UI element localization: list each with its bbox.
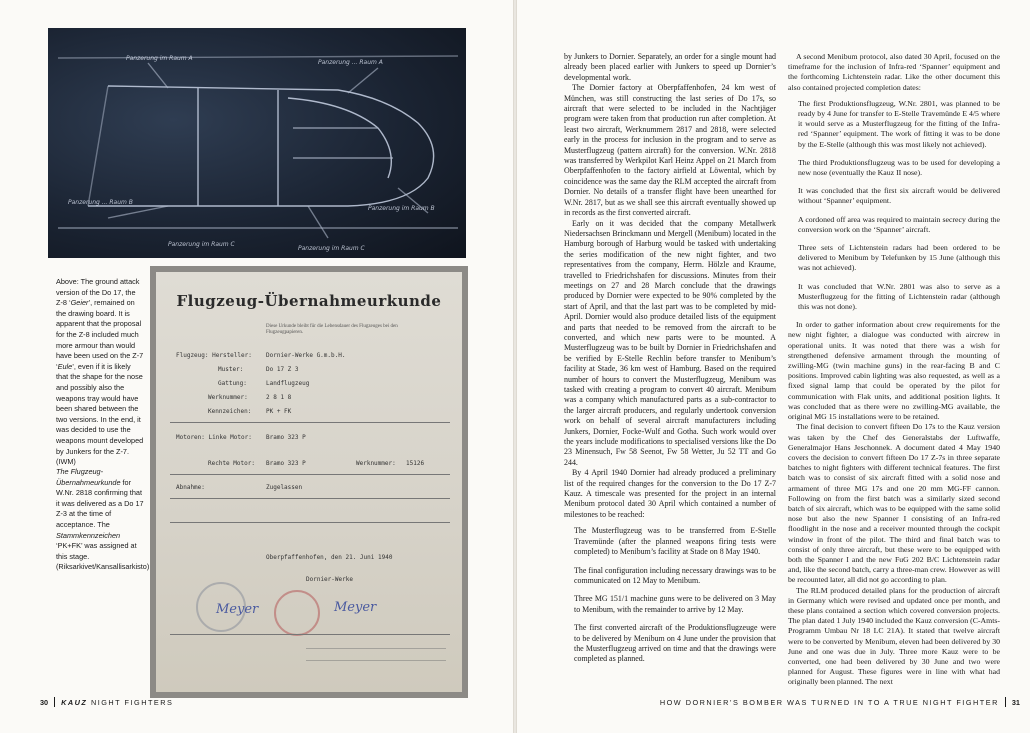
stamp-icon (274, 590, 320, 636)
certificate-row-value: Bramo 323 P (266, 460, 306, 467)
paragraph: A second Menibum protocol, also dated 30 April, focused on the timeframe for the inclusion of Infra-red ‘Spanner’ equipment and the forthcoming Lichtenstein radar. Like the other document this also contained projected completion dates: (788, 52, 1000, 92)
footer-divider (54, 697, 55, 707)
blueprint-label: Panzerung ... Raum A (318, 59, 383, 66)
completion-dates-list (798, 99, 1000, 312)
certificate-row-label: Motoren: Linke Motor: (176, 434, 252, 441)
paragraph: by Junkers to Dornier. Separately, an order for a single mount had already been placed earlier with Junkers to speed up Dornier’s developmental work. (564, 52, 776, 82)
footer-divider (1005, 697, 1006, 707)
footer-title: HOW DORNIER’S BOMBER WAS TURNED IN TO A TRUE NIGHT FIGHTER (659, 698, 999, 707)
footer-left (40, 697, 173, 707)
certificate-row-label: Abnahme: (176, 484, 205, 491)
footer-right (660, 697, 1020, 707)
signature: Meyer (334, 600, 377, 615)
paragraph: The final decision to convert fifteen Do 17s to the Kauz version was taken by the Chef des Generalstabs der Luftwaffe, Generalmajor Hans Jeschonnek. A document dated 4 May 1940 covers the decision to convert fifteen Do 17 Z-7s in three separate batches to night fighters with different technical features. The first batch was to consist of six aircraft fitted with a solid nose and armament of three MG 17s and one 20 mm MG-FF cannon. Following on from the first batch was a similarly sized second batch of six aircraft, which was to be equipped with the same solid nose but also the new Spanner I consisting of an Infra-red floodlight in the nose and a receiver mounted through the cockpit window in front of the pilot. The third and final batch was to consist of only three aircraft, but these were to be equipped with both the Spanner I and the new FuG 202 B/C Lichtenstein radar and, like the second batch, carry a three-man crew. However as will be recounted later, all did not go according to plan. (788, 422, 1000, 585)
page-number: 31 (1011, 698, 1020, 707)
paragraph: The Dornier factory at Oberpfaffenhofen, 24 km west of München, was still constructing the last series of Do 17s, so aircraft that were selected to be included in the Nachtjäger program were taken from that production run after completion. At least two aircraft, Werknummern 2817 and 2818, were selected early in the process for inclusion in the program and to serve as Musterflugzeug (pattern aircraft) for the conversion. W.Nr. 2818 was transferred by Werkpilot Karl Heinz Appel on 21 March from Oberpfaffenhofen to the factory airfield at Löwental, which by coincidence was the same day the RLM accepted the aircraft from Dornier. No details of a transfer flight have been unearthed for W.Nr. 2817, but as we shall see this aircraft eventually showed up in records as the first converted aircraft. (564, 83, 776, 218)
paragraph: Early on it was decided that the company Metallwerk Niedersachsen Brinckmann und Mergell (Menibum) located in the Hamburg borough of Harburg would be tasked with undertaking the series modification of the new night fighter, and two representatives from the company, Herrn. Hölzle and Kraume, travelled to Friedrichshafen for discussions. Minutes from their meetings on 27 and 28 March conclude that the drawings produced by Dornier were expected to be 90% completed by the start of April, and that the last part was to be completed by mid-April. Dornier would also produce detailed lists of the equipment and parts that needed to be removed from the aircraft to be converted, and which new parts were to be mounted. A Musterflugzeug was to be built by Dornier in Friedrichshafen and be verified by E-Stelle Rechlin before transfer to Menibum’s facility at Stade, 36 km west of Hamburg. Based on the required number of hours to convert the Musterflugzeug, Menibum was tasked with creating a program to convert 40 aircraft. Menibum was a company which manufactured parts as a sub-contractor to the larger aircraft producers, and regularly undertook conversion work on behalf of several aircraft manufacturers including Junkers, Dornier, Focke-Wulf and Gotha. Such work would over the years include modifications to specialised versions like the Do 23 Minensuch, Fw 58 Seenot, Fw 58 Wetter, Ju 52 TT and Go 244. (564, 218, 776, 467)
certificate-row-value: PK + FK (266, 408, 292, 415)
certificate-row-label: Werknummer: (356, 460, 396, 467)
milestone-item: The Musterflugzeug was to be transferred from E-Stelle Travemünde (after the planned weapons firing tests were completed) to Menibum’s facility at Stade on 8 May 1940. (574, 526, 776, 557)
blueprint-label: Panzerung im Raum C (168, 241, 235, 248)
milestone-list (574, 526, 776, 664)
certificate-paper (156, 272, 462, 692)
text-column-2 (788, 52, 1000, 688)
blueprint-label: Panzerung ... Raum B (68, 199, 133, 206)
certificate-row-label: Flugzeug: Hersteller: (176, 352, 252, 359)
milestone-item: The first converted aircraft of the Produktionsflugzeuge were to be delivered by Menibum on 4 June under the provision that the Musterflugzeug arrived on time and that the drawings were completed as planned. (574, 623, 776, 664)
footer-title: NIGHT FIGHTERS (90, 698, 174, 707)
right-page (517, 0, 1030, 733)
milestone-item: Three MG 151/1 machine guns were to be delivered on 3 May to Menibum, with the remainder to arrive by 12 May. (574, 594, 776, 614)
certificate-row-label: Muster: (218, 366, 244, 373)
divider (170, 422, 450, 423)
page-number: 30 (40, 698, 49, 707)
list-item: It was concluded that the first six aircraft would be delivered without ‘Spanner’ equipment. (798, 186, 1000, 206)
left-page (0, 0, 513, 733)
divider (306, 660, 446, 661)
list-item: A cordoned off area was required to maintain secrecy during the conversion work on the ‘Spanner’ aircraft. (798, 214, 1000, 234)
blueprint-label: Panzerung im Raum A (126, 55, 193, 62)
blueprint-label: Panzerung im Raum B (368, 205, 435, 212)
certificate-row-value: Do 17 Z 3 (266, 366, 299, 373)
divider (170, 634, 450, 635)
acceptance-certificate-photo (150, 266, 468, 698)
certificate-signature-name: Dornier-Werke (306, 576, 353, 583)
certificate-row-value: Landflugzeug (266, 380, 310, 387)
certificate-row-value: Dornier-Werke G.m.b.H. (266, 352, 346, 359)
caption-blueprint: Above: The ground attack version of the Do 17, the Z-8 ‘Geier’, remained on the drawing board. It is apparent that the proposal for the Z-8 included much more armour than would have been used on the Z-7 ‘Eule’, even if it is likely that the shape for the nose and possibly also the weapons tray would have been shared between the two versions. In the end, it was decided to use the weapons mount developed by Junkers for the Z-7. (IWM) (56, 277, 144, 467)
certificate-row-value: 15126 (406, 460, 425, 467)
certificate-subtitle: Diese Urkunde bleibt für die Lebensdauer des Flugzeuges bei den Flugzeugpapieren. (266, 324, 398, 335)
divider (170, 522, 450, 523)
certificate-place-date: Oberpfaffenhofen, den 21. Juni 1940 (266, 554, 393, 561)
blueprint-label: Panzerung im Raum C (298, 245, 365, 252)
divider (170, 498, 450, 499)
signature: Meyer (216, 602, 259, 617)
certificate-row-label: Kennzeichen: (208, 408, 252, 415)
certificate-row-value: Bramo 323 P (266, 434, 306, 441)
list-item: Three sets of Lichtenstein radars had been ordered to be delivered to Menibum by Telefunken by 15 June (although this was not achieved). (798, 243, 1000, 273)
text-column-1 (564, 52, 776, 673)
footer-series: KAUZ (61, 698, 88, 707)
divider (170, 474, 450, 475)
certificate-title: Flugzeug-Übernahmeurkunde (176, 292, 442, 310)
certificate-row-label: Gattung: (218, 380, 247, 387)
certificate-row-value: 2 8 1 8 (266, 394, 292, 401)
list-item: The first Produktionsflugzeug, W.Nr. 2801, was planned to be ready by 4 June for transfer to E-Stelle Travemünde E 4/5 where it would serve as a Musterflugzeug for the fitting of the Infra-red ‘Spanner’ equipment. The work of fitting it was to be done by the E-Stelle (although this was most likely not achieved). (798, 98, 1000, 149)
list-item: The third Produktionsflugzeug was to be used for developing a new nose (eventually the Kauz II nose). (798, 157, 1000, 178)
paragraph: By 4 April 1940 Dornier had already produced a preliminary list of the required changes for the conversion to the Do 17 Z-7 Kauz. A timescale was presented for the project in an internal Menibum protocol dated 30 April which contained a number of milestones to be reached: (564, 468, 776, 519)
divider (306, 648, 446, 649)
paragraph: In order to gather information about crew requirements for the new night fighter, a dialogue was conducted with aircrew in operational units. It was noted that there was a wish for strengthened defensive armament through the mounting of zwilling-MG (twin machine guns) in the rear-facing B and C positions. Improved cabin lighting was also requested, as well as a fixed signal lamp that could be operated by the pilot for communication with Flak units, and additional position lights. It was concluded that as there were no zwilling-MG available, the original MG 15 installations were to be retained. (788, 320, 1000, 422)
blueprint-photo (48, 28, 466, 258)
list-item: It was concluded that W.Nr. 2801 was also to serve as a Musterflugzeug for the fitting of Lichtenstein radar (although this was not done). (798, 281, 1000, 312)
blueprint-drawing (48, 28, 466, 258)
milestone-item: The final configuration including necessary drawings was to be communicated on 12 May to Menibum. (574, 565, 776, 585)
caption-document: The Flugzeug-Übernahmeurkunde for W.Nr. 2818 confirming that it was delivered as a Do 17 Z-3 at the time of acceptance. The Stammkennzeichen ‘PK+FK’ was assigned at this stage. (Riksarkivet/Kansallisarkisto) (56, 467, 150, 572)
certificate-row-label: Werknummer: (208, 394, 248, 401)
certificate-row-label: Rechte Motor: (208, 460, 255, 467)
paragraph: The RLM produced detailed plans for the production of aircraft in Germany which were revised and updated once per month, and these plans contained a section which covered conversion projects. The plan dated 1 July 1940 included the Kauz conversion (C-Amts-Programm Umbau Nr 18 LC 21A). It stated that twelve aircraft were to be converted by Menibum, eleven had been delivered by 30 June and one was due in July. Three more Kauz were to be converted, one had been delivered by 30 June and two were planned for August. These figures were in line with what had originally been planned. The next (788, 585, 1000, 687)
certificate-row-value: Zugelassen (266, 484, 303, 491)
